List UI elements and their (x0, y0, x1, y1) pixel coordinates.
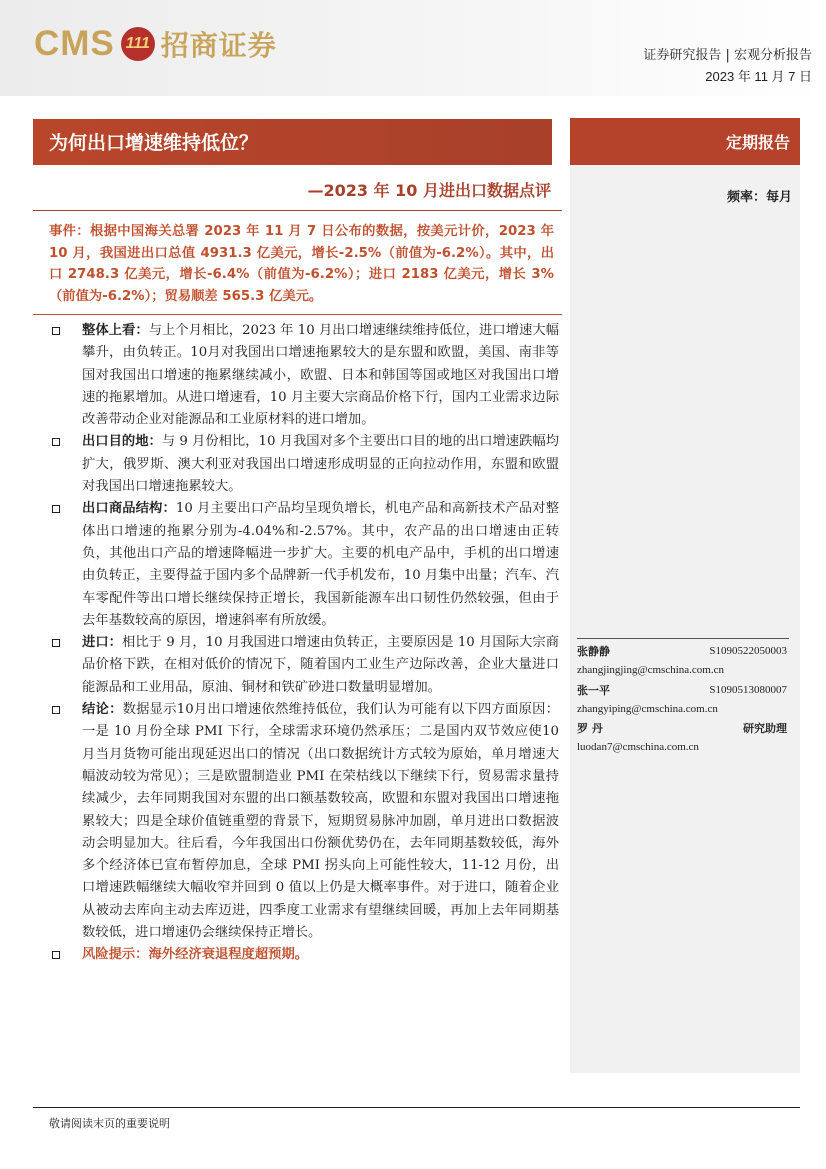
bullet-text: 相比于 9 月，10 月我国进口增速由负转正，主要原因是 10 月国际大宗商品价格下跌，在相对低价的情况下，随着国内工业生产边际改善，企业大量进口能源品和工业用品，原油、铜材和铁矿砂进口数量明显增加。 (82, 635, 560, 695)
checkbox-bullet-icon (52, 706, 60, 714)
analyst-email[interactable]: zhangyiping@cmschina.com.cn (577, 702, 718, 715)
title-divider (33, 210, 562, 211)
analyst-card (577, 718, 787, 756)
page-subtitle: —2023 年 10 月进出口数据点评 (307, 181, 551, 200)
checkbox-bullet-icon (52, 505, 60, 513)
report-type: 证券研究报告 | 宏观分析报告 (643, 48, 812, 63)
report-category-badge: 定期报告 (570, 118, 800, 165)
risk-warning: 风险提示：海外经济衰退程度超预期。 (82, 947, 309, 963)
bullet-export-structure (49, 498, 559, 632)
bullet-label: 整体上看： (82, 323, 149, 338)
analyst-email[interactable]: zhangjingjing@cmschina.com.cn (577, 663, 724, 676)
footer-disclaimer: 敬请阅读末页的重要说明 (49, 1117, 170, 1130)
bullet-imports (49, 632, 559, 699)
logo-mark-icon: 111 (121, 27, 155, 61)
bullet-text: 与 9 月份相比，10 月我国对多个主要出口目的地的出口增速跌幅均扩大，俄罗斯、澳大利亚对我国出口增速形成明显的正向拉动作用，东盟和欧盟对我国出口增速拖累较大。 (82, 434, 560, 495)
analyst-name: 张静静 (577, 644, 610, 658)
bullet-label: 出口目的地： (82, 434, 162, 450)
bullet-label: 出口商品结构： (82, 501, 176, 517)
bullet-label: 结论： (82, 702, 123, 718)
analyst-name: 罗 丹 (577, 721, 603, 735)
event-text: 根据中国海关总署 2023 年 11 月 7 日公布的数据，按美元计价，2023 年 10 月，我国进出口总值 4931.3 亿美元，增长-2.5%（前值为-6.2%）。其中，出口 2748.3 亿美元，增长-6.4%（前值为-6.2%）；进口 2183 亿美元，增长 3%（前值为-6.2%）；贸易顺差 565.3 亿美元。 (49, 224, 554, 304)
sidebar (570, 118, 800, 1073)
checkbox-bullet-icon (52, 327, 60, 335)
key-points (49, 320, 559, 967)
bullet-text: 10 月主要出口产品均呈现负增长，机电产品和高新技术产品对整体出口增速的拖累分别为-4.04%和-2.57%。其中，农产品的出口增速由正转负，其他出口产品的增速降幅进一步扩大。主要的机电产品中，手机的出口增速由负转正，主要得益于国内多个品牌新一代手机发布，10 月集中出量；汽车、汽车零配件等出口增长继续保持正增长，我国新能源车出口韧性仍然较强，但由于去年基数较高的原因，增速斜率有所放缓。 (82, 501, 559, 628)
bullet-conclusion (49, 699, 559, 944)
bullet-label: 进口： (82, 635, 123, 651)
checkbox-bullet-icon (52, 639, 60, 647)
event-label: 事件： (49, 224, 90, 239)
analyst-id: S1090513080007 (709, 683, 787, 696)
report-date: 2023 年 11 月 7 日 (705, 69, 812, 84)
analyst-role: 研究助理 (743, 721, 787, 735)
bullet-text: 与上个月相比，2023 年 10 月出口增速继续维持低位，进口增速大幅攀升，由负转正。10月对我国出口增速拖累较大的是东盟和欧盟，美国、南非等国对我国出口增速的拖累继续减小，欧盟、日本和韩国等国或地区对我国出口增速的拖累增加。从进口增速看，10 月主要大宗商品价格下行，国内工业需求边际改善带动企业对能源品和工业原材料的进口增加。 (82, 323, 560, 428)
checkbox-bullet-icon (52, 951, 60, 959)
bullet-risk (49, 944, 559, 966)
analyst-card (577, 641, 787, 679)
bullet-overall (49, 320, 559, 431)
page-title: 为何出口增速维持低位？ (33, 119, 552, 165)
report-frequency: 频率：每月 (726, 190, 792, 205)
logo-cms-text: CMS (34, 24, 115, 63)
logo-company-name: 招商证券 (160, 29, 277, 62)
analyst-card (577, 680, 787, 718)
page-header (0, 0, 826, 96)
checkbox-bullet-icon (52, 438, 60, 446)
bullet-text: 数据显示10月出口增速依然维持低位，我们认为可能有以下四方面原因：一是 10 月份全球 PMI 下行，全球需求环境仍然承压；二是国内双节效应使10月当月货物可能出现延迟出口的情况（出口数据统计方式较为原始，单月增速大幅波动较为常见）；三是欧盟制造业 PMI 在荣枯线以下继续下行，贸易需求量持续减少，去年同期我国对东盟的出口额基数较高，欧盟和东盟对我国出口增速拖累较大；四是全球价值链重塑的背景下，短期贸易脉冲加剧，单月进出口数据波动会明显加大。往后看，今年我国出口份额优势仍在，去年同期基数较低，海外多个经济体已宣布暂停加息，全球 PMI 拐头向上可能性较大，11-12 月份，出口增速跌幅继续大幅收窄并回到 0 值以上仍是大概率事件。对于进口，随着企业从被动去库向主动去库迈进，四季度工业需求有望继续回暖，再加上去年同期基数较低，进口增速仍会继续保持正增长。 (82, 702, 560, 941)
event-summary (49, 221, 554, 307)
cms-logo (34, 22, 277, 66)
event-divider (33, 314, 562, 315)
analyst-email[interactable]: luodan7@cmschina.com.cn (577, 740, 699, 753)
footer-divider (33, 1107, 800, 1108)
analyst-name: 张一平 (577, 683, 610, 697)
analyst-divider (577, 638, 789, 639)
analyst-id: S1090522050003 (709, 644, 787, 657)
bullet-destinations (49, 431, 559, 498)
